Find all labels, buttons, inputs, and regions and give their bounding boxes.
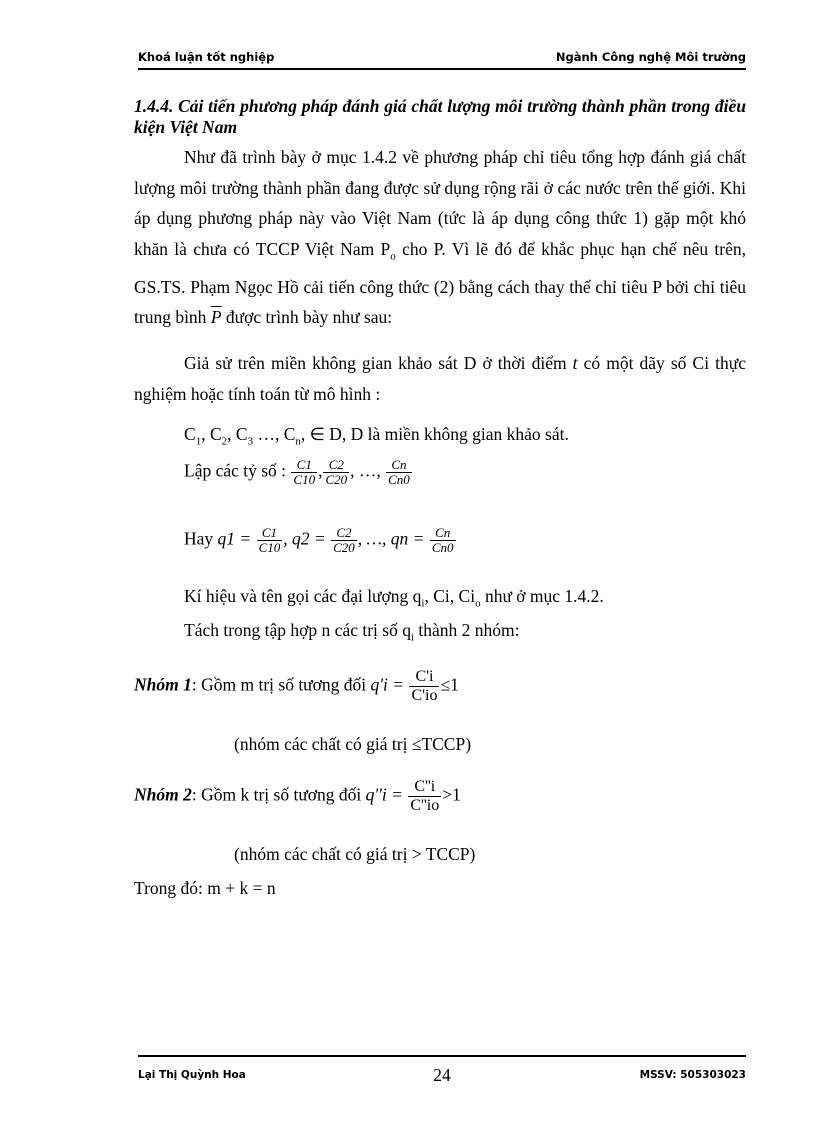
paragraph-1 [134, 142, 746, 333]
para2-text-a: Giả sử trên miền không gian khảo sát D ở thời điểm [184, 353, 573, 373]
sub-2: 2 [221, 435, 228, 448]
para1-text-a: Như đã trình bày ở mục 1.4.2 về phương pháp chỉ tiêu tổng hợp đánh giá chất lượng môi trường thành phần đang được sử dụng rộng rãi ở các nước trên thế giới. Khi áp dụng phương pháp này vào Việt Nam (tức là áp dụng công thức 1) gặp một khó khăn là chưa có TCCP Việt Nam P [134, 147, 746, 259]
page-footer [138, 1055, 746, 1087]
where-line: Trong đó: m + k = n [134, 878, 276, 898]
group-1-relation: ≤1 [440, 674, 459, 695]
sequence-rest: ∈ D, D là miền không gian khảo sát. [305, 424, 569, 444]
fraction-denominator: C'io [411, 687, 438, 704]
group-1-line [134, 668, 459, 705]
fraction-denominator: C20 [325, 472, 348, 487]
sub-1: 1 [195, 435, 202, 448]
group-1-q: q'i = [370, 674, 405, 695]
paragraph-2 [134, 348, 746, 409]
q1-label: q1 = [217, 528, 252, 549]
fraction-denominator: Cn0 [388, 472, 410, 487]
footer-student-id: MSSV: 505303023 [639, 1069, 746, 1081]
c-symbol-n: C [283, 424, 296, 444]
fraction-c1-c10 [291, 458, 317, 487]
fraction-c2-c20 [323, 458, 349, 487]
sub-i: i [410, 631, 415, 644]
fraction-denominator: C10 [293, 472, 316, 487]
split-line [184, 620, 520, 644]
para1-sub-o: o [390, 250, 396, 262]
fraction-numerator: C2 [331, 526, 357, 541]
symbols-text-c: như ở mục 1.4.2. [480, 586, 604, 606]
group-2-fraction [408, 778, 441, 815]
ellipsis: …, [253, 424, 284, 444]
fraction-numerator: C1 [257, 526, 283, 541]
group-2-q: q''i = [365, 784, 403, 805]
section-title: 1.4.4. Cải tiến phương pháp đánh giá chất lượng môi trường thành phần trong điều kiện Việt Nam [134, 96, 746, 137]
fraction-numerator: Cn [430, 526, 456, 541]
header-right: Ngành Công nghệ Môi trường [555, 50, 746, 64]
group-1-text: : Gồm m trị số tương đối [191, 674, 371, 695]
fraction-numerator: C2 [323, 458, 349, 473]
fraction-denominator: C''io [410, 797, 440, 814]
fraction-q1 [257, 526, 283, 555]
fraction-denominator: C20 [333, 540, 355, 555]
hay-label: Hay [184, 528, 218, 549]
page-header [138, 50, 746, 70]
para2-t: t [572, 353, 578, 373]
sequence-line: $C_1$, $C_2$, $C_3$ …, $C_n$, ∈ D, D là miền không gian khảo sát. [184, 424, 569, 448]
c-symbol-3: C [235, 424, 248, 444]
c-symbol-1: C [184, 424, 196, 444]
dots: , …, [350, 460, 381, 481]
group-2-text: : Gồm k trị số tương đối [191, 784, 366, 805]
group-2-label: Nhóm 2 [134, 784, 192, 805]
sub-n: n [295, 435, 301, 448]
fraction-numerator: Cn [386, 458, 412, 473]
sub-o: o [475, 597, 481, 610]
separator: , [318, 460, 323, 481]
para1-text-b: cho P. Vì lẽ đó để khắc phục hạn chế nêu trên, GS.TS. Phạm Ngọc Hồ cải tiến công thức (2) bằng cách thay thế chỉ tiêu P bởi chỉ tiêu trung bình [134, 238, 746, 327]
group-2-line [134, 778, 461, 815]
group-2-note: (nhóm các chất có giá trị > TCCP) [234, 844, 476, 864]
page-number: 24 [433, 1065, 451, 1085]
p-bar-symbol: $\overline{P}$ [210, 307, 222, 327]
fraction-denominator: Cn0 [431, 540, 454, 555]
qn-label: , …, qn = [357, 528, 425, 549]
fraction-numerator: C'i [409, 668, 439, 687]
fraction-cn-cn0 [386, 458, 412, 487]
footer-author: Lại Thị Quỳnh Hoa [138, 1069, 246, 1081]
split-text-b: thành 2 nhóm: [414, 620, 520, 640]
group-1-fraction [409, 668, 439, 705]
group-1-label: Nhóm 1 [134, 674, 192, 695]
ratio-line [184, 458, 413, 487]
group-1-note: (nhóm các chất có giá trị ≤TCCP) [234, 734, 472, 754]
c-symbol-2: C [209, 424, 222, 444]
split-text-a: Tách trong tập hợp n các trị số q [184, 620, 411, 640]
hay-line [184, 526, 457, 555]
fraction-q2 [331, 526, 357, 555]
group-2-relation: >1 [442, 784, 461, 805]
fraction-numerator: C1 [291, 458, 317, 473]
symbols-text-a: Kí hiệu và tên gọi các đại lượng q [184, 586, 422, 606]
symbols-line [184, 586, 604, 610]
ratio-label: Lập các tỷ số : [184, 460, 291, 481]
q2-label: , q2 = [283, 528, 326, 549]
para2-text-b: có một dãy số Ci thực nghiệm hoặc tính toán từ mô hình : [134, 353, 746, 404]
para1-text-c: được trình bày như sau: [221, 307, 393, 327]
sub-3: 3 [247, 435, 254, 448]
fraction-qn [430, 526, 456, 555]
header-left: Khoá luận tốt nghiệp [138, 50, 275, 64]
fraction-numerator: C''i [408, 778, 441, 797]
fraction-denominator: C10 [258, 540, 281, 555]
sub-i: i [421, 597, 425, 610]
symbols-text-b: , Ci, Ci [424, 586, 476, 606]
